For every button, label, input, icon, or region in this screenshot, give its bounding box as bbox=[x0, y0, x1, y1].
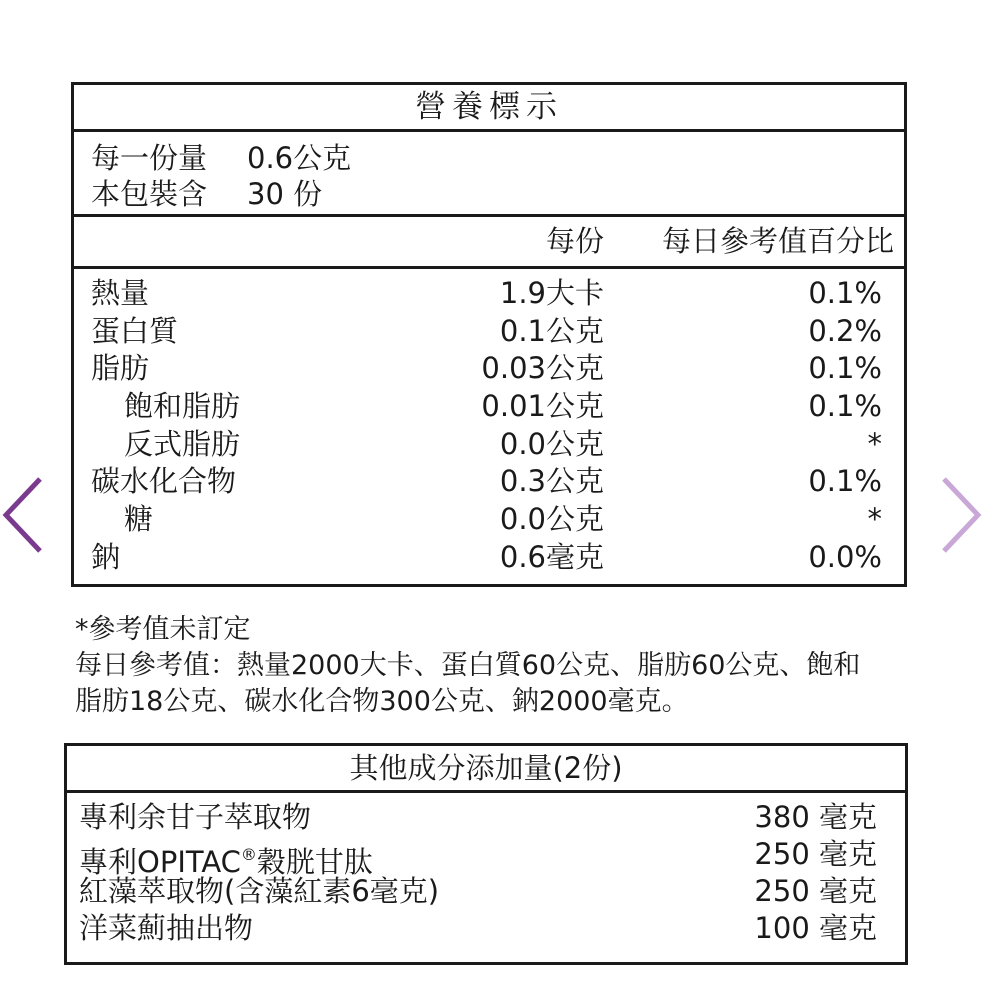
nutrient-percent: 0.1% bbox=[808, 276, 882, 310]
nutrient-row-carbohydrate bbox=[74, 463, 904, 501]
nutrient-value: 0.0公克 bbox=[499, 502, 604, 537]
nutrition-facts-table bbox=[71, 82, 907, 587]
nutrient-percent: * bbox=[867, 502, 882, 537]
serving-info bbox=[74, 132, 904, 217]
additive-name-part: 專利OPITAC bbox=[79, 845, 241, 879]
nutrient-row-trans-fat bbox=[74, 426, 904, 464]
nutrient-value: 1.9大卡 bbox=[499, 276, 604, 310]
servings-value: 30 份 bbox=[247, 177, 323, 211]
nutrition-title: 營養標示 bbox=[74, 85, 904, 132]
additive-name: 洋菜薊抽出物 bbox=[79, 911, 254, 945]
nutrient-percent: 0.1% bbox=[808, 389, 882, 424]
nutrient-value: 0.03公克 bbox=[481, 351, 604, 386]
additive-amount: 250 毫克 bbox=[754, 874, 877, 908]
nutrient-percent: * bbox=[867, 426, 882, 461]
nutrient-name: 飽和脂肪 bbox=[124, 389, 241, 424]
additive-amount: 100 毫克 bbox=[754, 911, 877, 945]
nutrient-row-energy bbox=[74, 275, 904, 313]
nutrient-name: 熱量 bbox=[91, 276, 150, 310]
additive-amount: 250 毫克 bbox=[754, 837, 877, 871]
additives-rows bbox=[67, 793, 905, 947]
nutrient-name: 反式脂肪 bbox=[124, 426, 241, 461]
nutrient-percent: 0.2% bbox=[808, 313, 882, 348]
nutrient-value: 0.3公克 bbox=[499, 464, 604, 499]
nutrient-value: 0.0公克 bbox=[499, 426, 604, 461]
nutrient-percent: 0.1% bbox=[808, 464, 882, 499]
col-daily-value: 每日參考值百分比 bbox=[661, 224, 894, 258]
nutrient-row-saturated-fat bbox=[74, 388, 904, 426]
nutrient-name: 蛋白質 bbox=[91, 313, 179, 348]
additives-table bbox=[64, 743, 908, 965]
nutrient-name: 糖 bbox=[124, 502, 154, 537]
additive-row bbox=[67, 910, 905, 947]
col-per-serving: 每份 bbox=[545, 224, 604, 258]
nutrient-row-protein bbox=[74, 313, 904, 351]
serving-size-value: 0.6公克 bbox=[247, 141, 352, 175]
footnote-line-3: 脂肪18公克、碳水化合物300公克、鈉2000毫克。 bbox=[75, 686, 689, 717]
nutrition-column-headers bbox=[74, 217, 904, 269]
additive-name-part: 穀胱甘肽 bbox=[256, 845, 373, 879]
nutrient-value: 0.1公克 bbox=[499, 313, 604, 348]
nutrient-row-fat bbox=[74, 350, 904, 388]
registered-mark: ® bbox=[240, 845, 257, 864]
additives-title: 其他成分添加量(2份) bbox=[67, 746, 905, 793]
servings-label: 本包裝含 bbox=[91, 177, 208, 211]
additive-row bbox=[67, 873, 905, 910]
nutrient-name: 碳水化合物 bbox=[91, 464, 237, 499]
additive-amount: 380 毫克 bbox=[754, 800, 877, 834]
nutrient-percent: 0.0% bbox=[808, 539, 882, 574]
additive-row bbox=[67, 799, 905, 836]
daily-value-footnote bbox=[75, 612, 935, 720]
serving-size-label: 每一份量 bbox=[91, 141, 208, 175]
next-slide-button[interactable] bbox=[940, 475, 984, 555]
additive-name: 專利余甘子萃取物 bbox=[79, 800, 312, 834]
prev-slide-button[interactable] bbox=[0, 475, 44, 555]
nutrition-rows bbox=[74, 269, 904, 577]
footnote-line-1: *參考值未訂定 bbox=[75, 614, 251, 645]
nutrient-row-sugar bbox=[74, 501, 904, 539]
nutrient-value: 0.01公克 bbox=[481, 389, 604, 424]
nutrient-percent: 0.1% bbox=[808, 351, 882, 386]
footnote-line-2: 每日參考值：熱量2000大卡、蛋白質60公克、脂肪60公克、飽和 bbox=[75, 650, 861, 681]
chevron-left-icon bbox=[0, 475, 44, 555]
nutrient-name: 脂肪 bbox=[91, 351, 150, 386]
nutrient-row-sodium bbox=[74, 539, 904, 577]
additive-name: 紅藻萃取物(含藻紅素6毫克) bbox=[79, 874, 440, 908]
nutrient-name: 鈉 bbox=[91, 539, 121, 574]
nutrient-value: 0.6毫克 bbox=[499, 539, 604, 574]
chevron-right-icon bbox=[940, 475, 984, 555]
additive-row bbox=[67, 836, 905, 879]
